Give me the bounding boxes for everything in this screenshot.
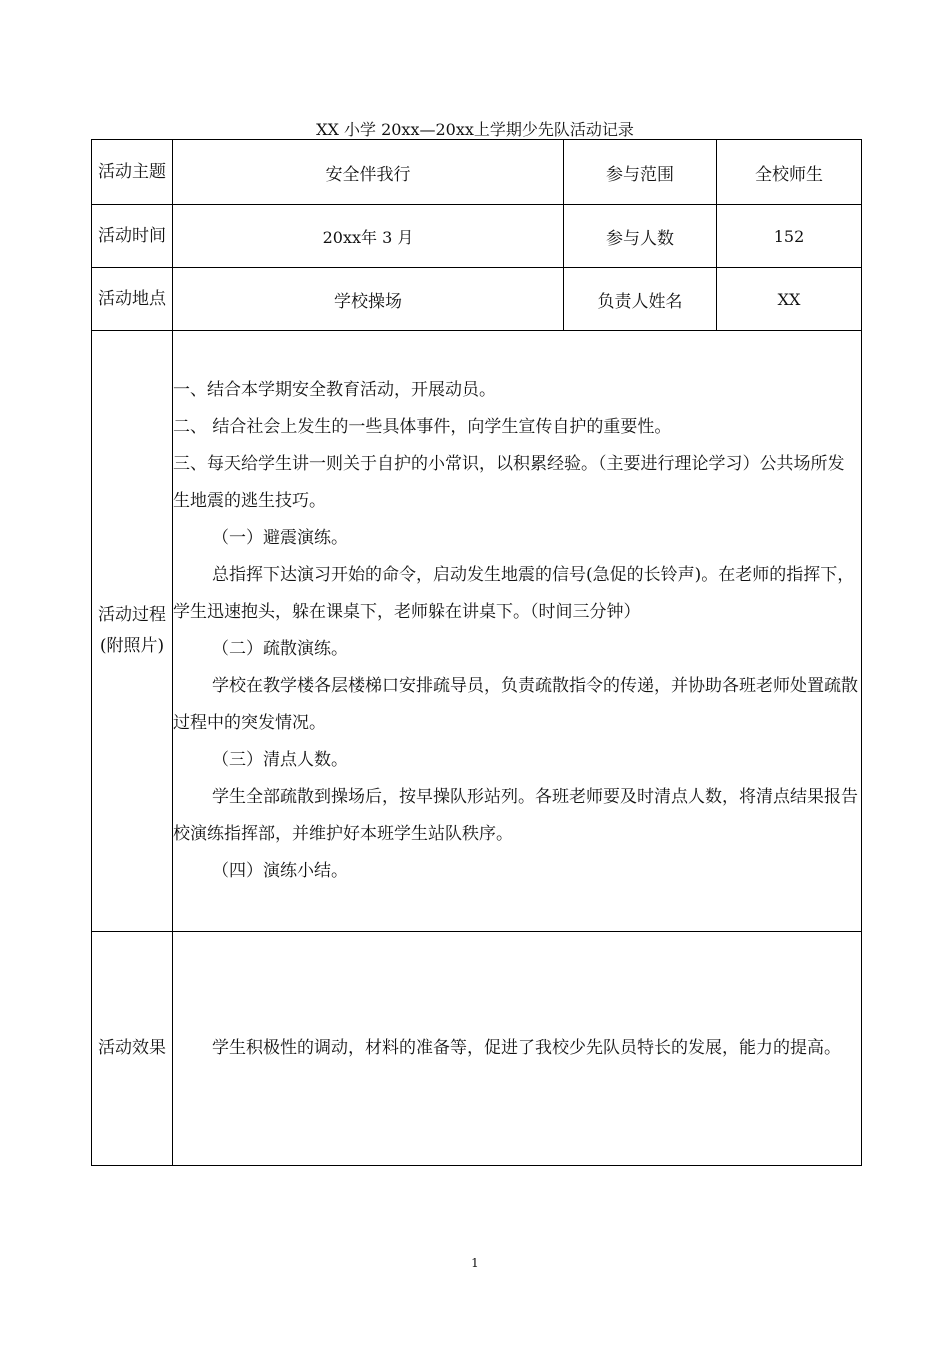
process-subheading: （四）演练小结。: [212, 861, 348, 881]
label-process: 活动过程(附照片): [92, 331, 173, 932]
label-count: 参与人数: [564, 205, 717, 268]
activity-record-table: [91, 139, 862, 1166]
row-place: [92, 268, 862, 331]
page-number: 1: [471, 1256, 479, 1270]
row-process: [92, 331, 862, 932]
value-count: 152: [717, 205, 862, 268]
value-leader: XX: [717, 268, 862, 331]
row-time: [92, 205, 862, 268]
process-content: [173, 331, 862, 932]
process-paragraph: 一、结合本学期安全教育活动，开展动员。: [173, 380, 496, 400]
process-paragraph: 总指挥下达演习开始的命令，启动发生地震的信号(急促的长铃声)。在老师的指挥下，学生迅速抱头，躲在课桌下，老师躲在讲桌下。（时间三分钟）: [173, 565, 855, 622]
effect-text: 学生积极性的调动，材料的准备等，促进了我校少先队员特长的发展，能力的提高。: [212, 1038, 841, 1058]
row-theme: [92, 140, 862, 205]
effect-content: [173, 932, 862, 1166]
process-subheading: （一）避震演练。: [212, 528, 348, 548]
label-place: 活动地点: [92, 268, 173, 331]
value-place: 学校操场: [173, 268, 564, 331]
value-theme: 安全伴我行: [173, 140, 564, 205]
label-leader: 负责人姓名: [564, 268, 717, 331]
process-subheading: （二）疏散演练。: [212, 639, 348, 659]
process-paragraph: 三、每天给学生讲一则关于自护的小常识，以积累经验。（主要进行理论学习）公共场所发生地震的逃生技巧。: [173, 454, 845, 511]
label-time: 活动时间: [92, 205, 173, 268]
value-scope: 全校师生: [717, 140, 862, 205]
label-scope: 参与范围: [564, 140, 717, 205]
process-paragraph: 学生全部疏散到操场后，按早操队形站列。各班老师要及时清点人数，将清点结果报告校演练指挥部，并维护好本班学生站队秩序。: [173, 787, 858, 844]
process-paragraph: 二、 结合社会上发生的一些具体事件，向学生宣传自护的重要性。: [173, 417, 672, 437]
value-time: 20xx年 3 月: [173, 205, 564, 268]
process-paragraph: 学校在教学楼各层楼梯口安排疏导员，负责疏散指令的传递，并协助各班老师处置疏散过程中的突发情况。: [173, 676, 858, 733]
document-title: XX 小学 20xx—20xx上学期少先队活动记录: [316, 120, 634, 139]
row-effect: [92, 932, 862, 1166]
label-effect: 活动效果: [92, 932, 173, 1166]
process-subheading: （三）清点人数。: [212, 750, 348, 770]
label-theme: 活动主题: [92, 140, 173, 205]
